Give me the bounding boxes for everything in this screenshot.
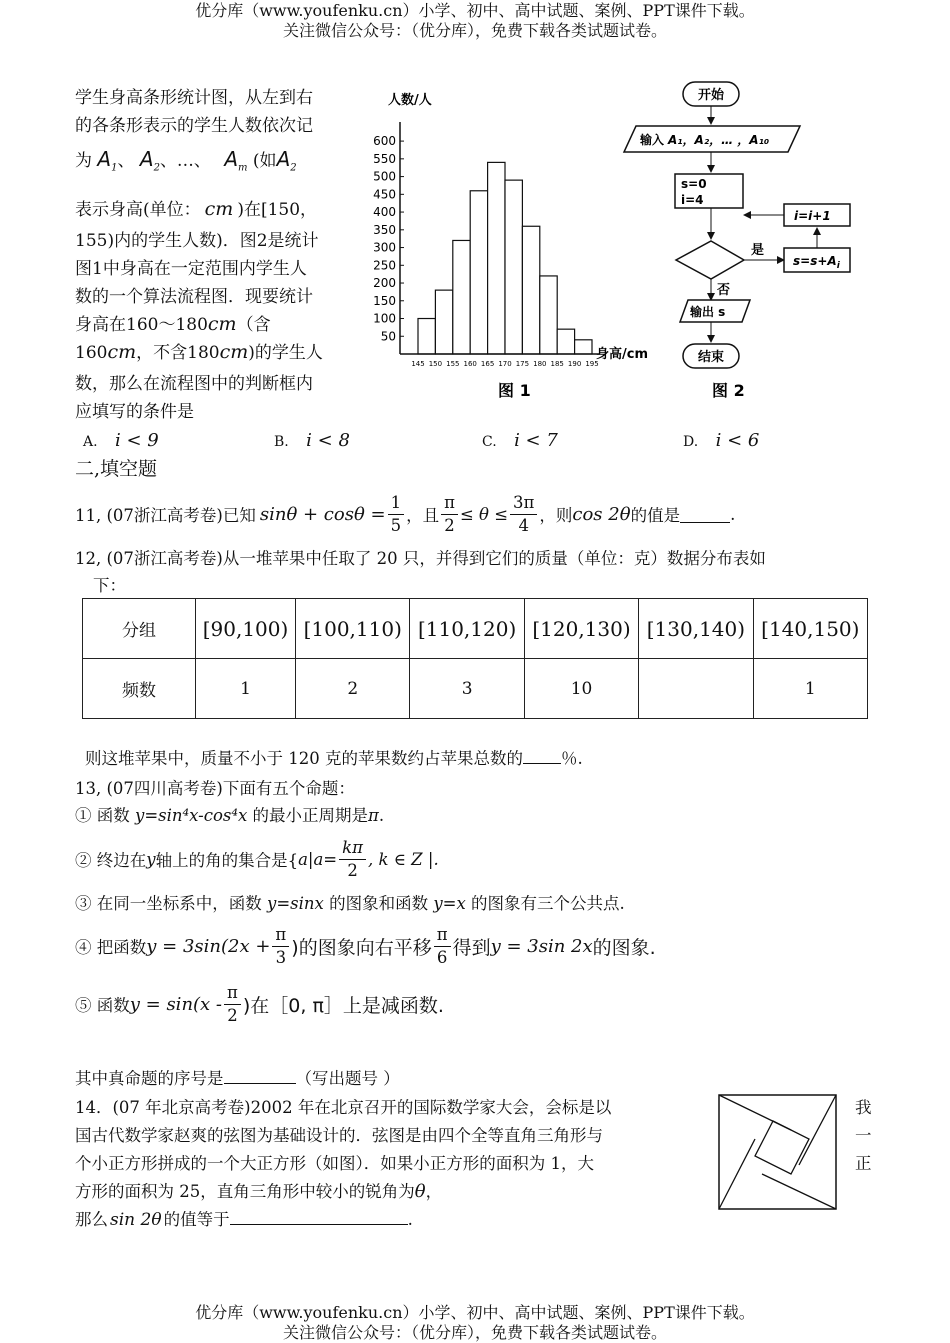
table-cell: 1 xyxy=(196,659,296,719)
accumulate-label: $s=s+A_i$ xyxy=(793,254,840,271)
table-cell: [140,150) xyxy=(753,599,867,659)
flowchart-caption: 图 2 xyxy=(712,381,745,400)
no-label: 否 xyxy=(717,283,731,298)
histogram-bar xyxy=(575,340,592,354)
init-s: s=0 xyxy=(681,177,707,191)
table-cell xyxy=(639,659,753,719)
q14-line-4: 方形的面积为 25，直角三角形中较小的锐角为θ， xyxy=(75,1181,443,1202)
chart-caption: 图 1 xyxy=(498,381,531,400)
x-tick-label: 160 xyxy=(463,360,477,368)
q13-prop-3: ③ 在同一坐标系中，函数 y=sinx 的图象和函数 y=x 的图象有三个公共点. xyxy=(75,894,625,913)
histogram-bar xyxy=(470,191,487,354)
x-tick-label: 165 xyxy=(480,360,495,368)
init-i: i=4 xyxy=(681,193,704,207)
x-tick-label: 180 xyxy=(533,360,547,368)
x-tick-label: 175 xyxy=(515,360,530,368)
end-label: 结束 xyxy=(697,350,725,365)
x-tick-label: 195 xyxy=(585,360,599,368)
x-tick-label: 145 xyxy=(411,360,425,368)
table-cell: 10 xyxy=(524,659,638,719)
table-cell: 2 xyxy=(296,659,410,719)
flowchart xyxy=(618,78,868,408)
q13-prop-4: ④ 把函数 y = 3sin(2x + $\frac{\pi}{3}$ )的图象向右平移 $\frac{\pi}{6}$ 得到 y = 3sin 2x 的图象. xyxy=(75,924,656,967)
q12-answer-blank[interactable] xyxy=(523,749,561,764)
q10-line-11: 应填写的条件是 xyxy=(75,402,194,422)
q14-right-char-3: 正 xyxy=(855,1154,872,1173)
q10-line-9: 160cm，不含180cm)的学生人 xyxy=(75,341,323,363)
x-tick-label: 170 xyxy=(498,360,512,368)
footer-line-1: 优分库（www.youfenku.cn）小学、初中、高中试题、案例、PPT课件下载。 xyxy=(195,1303,755,1322)
histogram-bar xyxy=(418,319,435,354)
header-line-2: 关注微信公众号：（优分库），免费下载各类试题试卷。 xyxy=(282,21,667,40)
x-tick-label: 185 xyxy=(550,360,564,368)
histogram-bar xyxy=(522,226,539,354)
q10-line-3: 为 $A_1$、 $A_2$、…、 $A_m$ (如$A_2$ xyxy=(75,147,297,174)
y-tick-label: 50 xyxy=(380,329,396,344)
y-tick-label: 350 xyxy=(373,222,396,237)
table-cell: 1 xyxy=(753,659,867,719)
q10-line-7: 数的一个算法流程图．现要统计 xyxy=(75,287,313,307)
table-row xyxy=(83,599,868,659)
output-label: 输出 s xyxy=(690,305,726,319)
frequency-table xyxy=(82,598,868,719)
option-a[interactable]: A. i < 9 xyxy=(83,430,159,451)
q14-line-2: 国古代数学家赵爽的弦图为基础设计的．弦图是由四个全等直角三角形与 xyxy=(75,1126,603,1145)
start-label: 开始 xyxy=(697,88,725,103)
header-line-1: 优分库（www.youfenku.cn）小学、初中、高中试题、案例、PPT课件下载。 xyxy=(195,1,755,20)
q11-answer-blank[interactable] xyxy=(680,506,730,523)
q13-prop-5: ⑤ 函数 y = sin(x - $\frac{\pi}{2}$ )在［0, π］上是减函数. xyxy=(75,982,444,1025)
histogram-bar xyxy=(453,240,470,354)
q12-line-2: 下： xyxy=(93,576,126,595)
q14-right-char-1: 我 xyxy=(855,1098,872,1117)
q10-line-10: 数，那么在流程图中的判断框内 xyxy=(75,374,313,394)
y-tick-label: 500 xyxy=(373,169,396,184)
q10-line-2: 的各条形表示的学生人数依次记 xyxy=(75,116,313,136)
table-cell: [110,120) xyxy=(410,599,524,659)
q10-line-1: 学生身高条形统计图，从左到右 xyxy=(75,88,313,108)
q10-line-8: 身高在160～180cm（含 xyxy=(75,313,271,335)
q13-answer-blank[interactable] xyxy=(224,1069,296,1084)
increment-label: i=i+1 xyxy=(794,209,831,223)
q14-right-char-2: 一 xyxy=(855,1126,872,1145)
histogram-bar xyxy=(557,329,574,354)
option-b[interactable]: B. i < 8 xyxy=(274,430,350,451)
chart-xlabel: 身高/cm xyxy=(596,347,649,362)
y-tick-label: 100 xyxy=(373,311,396,326)
q11-line: 11, (07浙江高考卷)已知 sinθ + cosθ = $\frac{1}{5}$ ，且 $\frac{\pi}{2}$ ≤ θ ≤ $\frac{3\pi}{4}$ ，则 cos 2θ 的值是 . xyxy=(75,492,736,535)
chart-ylabel: 人数/人 xyxy=(388,93,432,108)
histogram-chart xyxy=(360,82,660,402)
q10-line-4: 表示身高(单位： cm )在[150， xyxy=(75,198,318,220)
y-tick-label: 250 xyxy=(373,258,396,273)
table-cell: 3 xyxy=(410,659,524,719)
table-cell: [90,100) xyxy=(196,599,296,659)
histogram-bar xyxy=(435,290,452,354)
y-tick-label: 150 xyxy=(373,293,396,308)
histogram-bar xyxy=(488,162,505,354)
y-tick-label: 550 xyxy=(373,151,396,166)
q13-answer: 其中真命题的序号是 （写出题号 ） xyxy=(75,1069,400,1088)
table-cell: 频数 xyxy=(83,659,196,719)
q12-line-1: 12, (07浙江高考卷)从一堆苹果中任取了 20 只，并得到它们的质量（单位：克）数据分布表如 xyxy=(75,549,766,568)
x-tick-label: 150 xyxy=(428,360,443,368)
y-tick-label: 600 xyxy=(373,134,396,149)
table-cell: [130,140) xyxy=(639,599,753,659)
q10-line-6: 图1中身高在一定范围内学生人 xyxy=(75,259,307,279)
footer-line-2: 关注微信公众号：（优分库），免费下载各类试题试卷。 xyxy=(282,1323,667,1342)
x-tick-label: 155 xyxy=(446,360,460,368)
table-cell: [100,110) xyxy=(296,599,410,659)
q13-prop-1: ① 函数 y=sin⁴x-cos⁴x 的最小正周期是π. xyxy=(75,806,385,825)
q12-after: 则这堆苹果中，质量不小于 120 克的苹果数约占苹果总数的 ％. xyxy=(85,749,583,768)
decision-diamond xyxy=(676,241,744,279)
y-tick-label: 400 xyxy=(373,205,396,220)
y-tick-label: 300 xyxy=(373,240,396,255)
table-cell: [120,130) xyxy=(524,599,638,659)
q14-line-3: 个小正方形拼成的一个大正方形（如图）．如果小正方形的面积为 1，大 xyxy=(75,1154,594,1173)
q14-line-5: 那么 sin 2θ 的值等于 . xyxy=(75,1210,413,1230)
yes-label: 是 xyxy=(751,243,765,258)
y-tick-label: 450 xyxy=(373,187,396,202)
q14-answer-blank[interactable] xyxy=(230,1210,408,1225)
table-cell: 分组 xyxy=(83,599,196,659)
q14-line-1: 14．(07 年北京高考卷)2002 年在北京召开的国际数学家大会，会标是以 xyxy=(75,1098,612,1117)
q13-prop-2: ② 终边在 y 轴上的角的集合是{ a|a= $\frac{k\pi}{2}$ , k ∈ Z |. xyxy=(75,837,439,880)
table-row xyxy=(83,659,868,719)
q13-intro: 13, (07四川高考卷)下面有五个命题： xyxy=(75,779,355,798)
q10-line-5: 155)内的学生人数)．图2是统计 xyxy=(75,231,319,251)
section-title: 二,填空题 xyxy=(75,458,158,480)
y-tick-label: 200 xyxy=(373,276,396,291)
x-tick-label: 190 xyxy=(567,360,582,368)
zhao-shuang-diagram xyxy=(716,1092,840,1212)
option-c[interactable]: C. i < 7 xyxy=(482,430,558,451)
histogram-bar xyxy=(505,180,522,354)
input-label: 输入 A₁，A₂，… ，A₁₀ xyxy=(640,133,770,147)
histogram-bar xyxy=(540,276,557,354)
option-d[interactable]: D. i < 6 xyxy=(683,430,760,451)
